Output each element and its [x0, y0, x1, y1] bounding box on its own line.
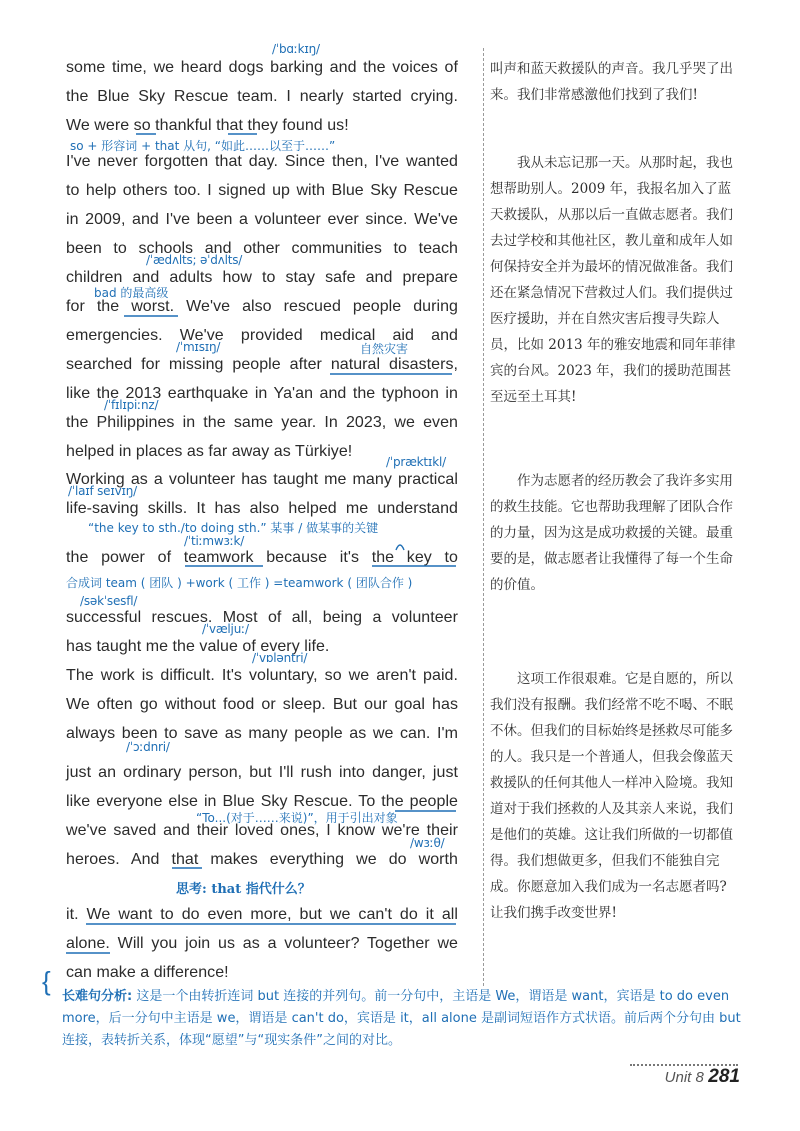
text-line: like the 2013 earthquake in Ya'an and the typhoon in [66, 385, 458, 402]
text-line: been to schools and other communities to teach [66, 240, 458, 257]
text-line: just an ordinary person, but I'll rush into danger, just [66, 764, 458, 781]
note-natural-disasters: 自然灾害 [360, 342, 409, 356]
chinese-text: 我从未忘记那一天。从那时起，我也想帮助别人。2009 年，我报名加入了蓝天救援队，从那以后一直做志愿者。我们去过学校和其他社区，教儿童和成年人如何保持安全并为最坏的情况做准备。我们还在紧急情况下营救过人们。我们提供过医疗援助，并在自然灾害后搜寻失踪人员，比如 2013 年的雅安地震和同年菲律宾的台风。2023 年，我们的援助范围甚至远至土耳其! [490, 155, 736, 405]
chinese-paragraph [490, 468, 740, 598]
phonetic-barking: /ˈbɑːkɪŋ/ [272, 42, 320, 56]
text-line: the Blue Sky Rescue team. I nearly started crying. [66, 88, 458, 105]
column-divider [483, 48, 484, 986]
chinese-text: 这项工作很艰难。它是自愿的，所以我们没有报酬。我们经常不吃不喝、不眠不休。但我们的目标始终是拯救尽可能多的人。我只是一个普通人，但我会像蓝天救援队的任何其他人一样冲入险境。我知道对于我们拯救的人及其亲人来说，我们是他们的英雄。这让我们所做的一切都值得。我们想做更多，但我们不能独自完成。你愿意加入我们成为一名志愿者吗? 让我们携手改变世界! [490, 671, 733, 921]
text-line: life-saving skills. It has also helped me understand [66, 500, 458, 517]
text-line: the power of teamwork because it's the key to [66, 549, 458, 566]
chinese-text: 叫声和蓝天救援队的声音。我几乎哭了出来。我们非常感激他们找到了我们! [490, 61, 733, 103]
text-line: The work is difficult. It's voluntary, so we aren't paid. [66, 667, 458, 684]
phonetic-ordinary: /ˈɔːdnri/ [126, 740, 170, 754]
text-line: heroes. And that makes everything we do worth [66, 851, 458, 868]
phonetic-teamwork: /ˈtiːmwɜːk/ [184, 534, 245, 548]
unit-label: Unit 8 [664, 1069, 704, 1086]
phonetic-adults: /ˈædʌlts; əˈdʌlts/ [146, 253, 243, 267]
phonetic-missing: /ˈmɪsɪŋ/ [176, 340, 221, 354]
text-line: We were so thankful that they found us! [66, 117, 349, 134]
think-question: 思考: that 指代什么？ [176, 882, 311, 897]
sentence-analysis [62, 986, 752, 1052]
chinese-text: 作为志愿者的经历教会了我许多实用的救生技能。它也帮助我理解了团队合作的力量，因为这是成功救援的关键。最重要的是，做志愿者让我懂得了每一个生命的价值。 [490, 473, 733, 593]
page-footer [640, 1066, 740, 1088]
chinese-paragraph [490, 666, 740, 926]
text-line: has taught me the value of every life. [66, 638, 330, 655]
phonetic-value: /ˈvæljuː/ [202, 622, 249, 636]
phonetic-worth: /wɜːθ/ [410, 836, 445, 850]
text-line: children and adults how to stay safe and prepare [66, 269, 458, 286]
text-line: the Philippines in the same year. In 2023, we even [66, 414, 458, 431]
text-line: always been to save as many people as we can. I'm [66, 725, 458, 742]
note-key-to: “the key to sth./to doing sth.” 某事 / 做某事的关键 [88, 521, 379, 535]
note-so-that: so + 形容词 + that 从句, “如此……以至于……” [70, 139, 336, 153]
text-line: we've saved and their loved ones, I know we're their [66, 822, 458, 839]
text-line: some time, we heard dogs barking and the voices of [66, 59, 458, 76]
phonetic-practical: /ˈpræktɪkl/ [386, 455, 446, 469]
text-line: helped in places as far away as Türkiye! [66, 443, 353, 460]
phonetic-life-saving: /ˈlaɪf seɪvɪŋ/ [68, 484, 138, 498]
note-teamwork-compound: 合成词 team ( 团队 ) +work ( 工作 ) =teamwork ( 团队合作 ) [66, 576, 413, 590]
note-to-the-people: “To...(对于……来说)”，用于引出对象 [196, 811, 398, 825]
chinese-paragraph [490, 56, 740, 108]
text-line: like everyone else in Blue Sky Rescue. To the people [66, 793, 458, 810]
text-line: searched for missing people after natural disasters, [66, 356, 458, 373]
text-line: Working as a volunteer has taught me many practical [66, 471, 458, 488]
text-line: emergencies. We've provided medical aid and [66, 327, 458, 344]
text-line: for the worst. We've also rescued people during [66, 298, 458, 315]
text-line: alone. Will you join us as a volunteer? Together we [66, 935, 458, 952]
phonetic-successful: /səkˈsesfl/ [80, 594, 138, 608]
text-line: to help others too. I signed up with Blue Sky Rescue [66, 182, 458, 199]
text-line: in 2009, and I've been a volunteer ever since. We've [66, 211, 458, 228]
text-line: it. We want to do even more, but we can't do it all [66, 906, 458, 923]
text-line: I've never forgotten that day. Since then, I've wanted [66, 153, 458, 170]
page-number: 281 [708, 1066, 740, 1087]
phonetic-voluntary: /ˈvɒləntri/ [252, 651, 308, 665]
brace-mark: { [42, 966, 51, 996]
analysis-text: 这是一个由转折连词 but 连接的并列句。前一分句中，主语是 We，谓语是 want，宾语是 to do even more，后一分句中主语是 we，谓语是 can't do，宾语是 it，all alone 是副词短语作方式状语。前后两个分句由 but 连接，表转折关系，体现“愿望”与“现实条件”之间的对比。 [62, 989, 741, 1048]
note-worst: bad 的最高级 [94, 286, 169, 300]
text-line: can make a difference! [66, 964, 229, 981]
text-line: successful rescues. Most of all, being a volunteer [66, 609, 458, 626]
analysis-label: 长难句分析: [62, 989, 133, 1004]
chinese-paragraph [490, 150, 740, 410]
text-line: We often go without food or sleep. But our goal has [66, 696, 458, 713]
phonetic-philippines: /ˈfɪlɪpiːnz/ [104, 398, 159, 412]
